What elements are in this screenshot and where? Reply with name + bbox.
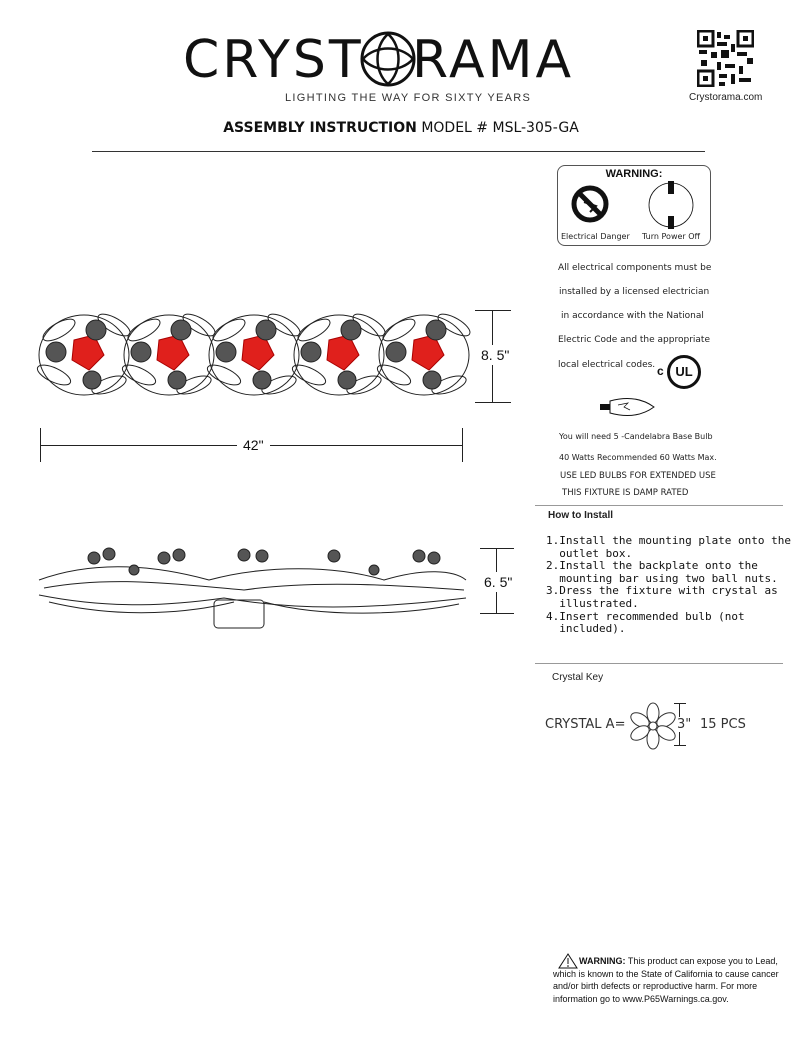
fixture-side-view	[34, 540, 474, 635]
crystal-flower-icon	[628, 702, 678, 750]
prop65-label: WARNING:	[579, 956, 626, 966]
dimension-tick	[674, 703, 686, 704]
dimension-tick	[462, 428, 463, 462]
candelabra-bulb-icon	[598, 397, 656, 417]
electrical-warning-box	[557, 165, 711, 246]
how-to-install-heading: How to Install	[548, 510, 613, 521]
dimension-tick	[40, 428, 41, 462]
bulb-info-line: USE LED BULBS FOR EXTENDED USE	[560, 471, 716, 481]
warning-title: WARNING:	[605, 168, 663, 180]
warning-text-line: Electric Code and the appropriate	[558, 335, 710, 345]
prop65-text: This product can expose you to Lead, which is known to the State of California to cause cancer and/or birth defects or reproductive harm. For more information go to www.P65Warnings.ca.gov.	[553, 956, 779, 1004]
install-step: 3.Dress the fixture with crystal as illustrated.	[546, 584, 778, 610]
warning-text-line: installed by a licensed electrician	[559, 287, 710, 297]
dimension-tick	[475, 310, 511, 311]
logo-emblem-icon	[360, 28, 416, 90]
turn-power-off-label: Turn Power Off	[642, 232, 701, 241]
power-off-icon	[648, 180, 694, 230]
prop65-warning	[553, 955, 793, 1005]
section-divider	[535, 505, 783, 506]
bulb-info-line: 40 Watts Recommended 60 Watts Max.	[559, 453, 717, 462]
model-number: MODEL # MSL-305-GA	[421, 120, 579, 136]
logo-text-left: CRYST	[183, 30, 364, 90]
dimension-tick	[475, 402, 511, 403]
install-steps	[546, 535, 791, 636]
width-dimension-label: 42"	[237, 437, 270, 453]
ul-logo-icon: UL	[667, 355, 701, 389]
bulb-info-line: THIS FIXTURE IS DAMP RATED	[562, 488, 689, 498]
dimension-tick	[674, 745, 686, 746]
document-title	[0, 120, 802, 136]
ul-c-mark: c	[657, 364, 664, 378]
install-step: 4.Insert recommended bulb (not included).	[546, 609, 745, 636]
crystal-a-label: CRYSTAL A=	[545, 717, 626, 732]
electrical-danger-icon	[570, 184, 610, 224]
dimension-tick	[480, 548, 514, 549]
fixture-front-view	[34, 300, 474, 415]
logo-text-right: RAMA	[412, 30, 575, 90]
tagline: LIGHTING THE WAY FOR SIXTY YEARS	[285, 92, 532, 104]
height-dimension-label: 8. 5"	[481, 347, 510, 363]
title-divider	[92, 151, 705, 152]
install-step: 2.Install the backplate onto the mounting bar using two ball nuts.	[546, 559, 778, 585]
dimension-tick	[480, 613, 514, 614]
section-divider	[535, 663, 783, 664]
install-step: 1.Install the mounting plate onto the outlet box.	[546, 534, 792, 560]
crystal-quantity: 15 PCS	[700, 717, 746, 732]
electrical-danger-label: Electrical Danger	[561, 232, 630, 241]
side-height-dimension-label: 6. 5"	[484, 574, 513, 590]
title-bold: ASSEMBLY INSTRUCTION	[223, 120, 417, 136]
bulb-info-line: You will need 5 -Candelabra Base Bulb	[559, 432, 713, 441]
website-link[interactable]: Crystorama.com	[689, 92, 763, 103]
warning-text-line: All electrical components must be	[558, 263, 712, 273]
warning-text-line: local electrical codes.	[558, 360, 656, 370]
qr-code-icon	[697, 30, 754, 87]
crystal-size: 3"	[677, 717, 692, 732]
warning-text-line: in accordance with the National	[561, 311, 704, 321]
crystal-key-heading: Crystal Key	[552, 672, 604, 683]
